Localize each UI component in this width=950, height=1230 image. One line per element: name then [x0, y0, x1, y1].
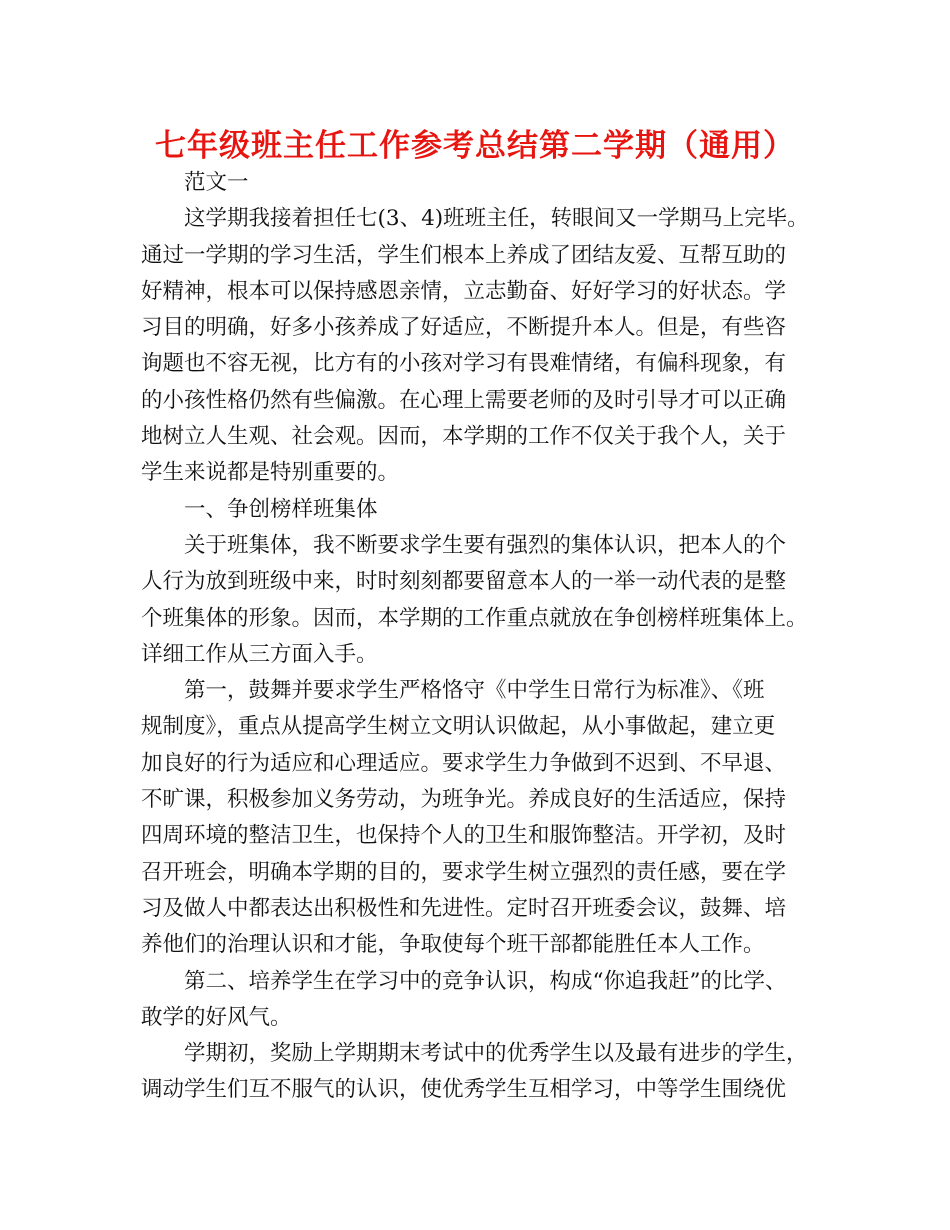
text-line: 习及做人中都表达出积极性和先进性。定时召开班委会议，鼓舞、培 — [141, 895, 787, 921]
text-line: 不旷课，积极参加义务劳动，为班争光。养成良好的生活适应，保持 — [141, 787, 787, 813]
document-title: 七年级班主任工作参考总结第二学期（通用） — [155, 128, 795, 164]
text-line: 召开班会，明确本学期的目的，要求学生树立强烈的责任感，要在学 — [141, 859, 787, 885]
text-line: 第一，鼓舞并要求学生严格恪守《中学生日常行为标准》、《班 — [184, 678, 765, 704]
text-line: 四周环境的整洁卫生，也保持个人的卫生和服饰整洁。开学初，及时 — [141, 823, 787, 849]
text-line: 范文一 — [184, 170, 249, 195]
text-line: 加良好的行为适应和心理适应。要求学生力争做到不迟到、不早退、 — [141, 750, 787, 776]
text-line: 规制度》，重点从提高学生树立文明认识做起，从小事做起，建立更 — [141, 714, 776, 740]
text-line: 通过一学期的学习生活，学生们根本上养成了团结友爱、互帮互助的 — [141, 242, 787, 268]
text-line: 关于班集体，我不断要求学生要有强烈的集体认识，把本人的个 — [184, 532, 787, 558]
document-body — [141, 165, 831, 1109]
text-line: 详细工作从三方面入手。 — [141, 641, 378, 667]
text-line: 调动学生们互不服气的认识，使优秀学生互相学习，中等学生围绕优 — [141, 1077, 787, 1103]
text-line: 这学期我接着担任七(3、4)班班主任，转眼间又一学期马上完毕。 — [184, 206, 809, 232]
text-line: 学期初，奖励上学期期末考试中的优秀学生以及最有进步的学生， — [184, 1041, 808, 1067]
text-line: 一、争创榜样班集体 — [184, 496, 378, 522]
text-line: 人行为放到班级中来，时时刻刻都要留意本人的一举一动代表的是整 — [141, 569, 787, 595]
text-line: 养他们的治理认识和才能，争取使每个班干部都能胜任本人工作。 — [141, 932, 765, 958]
text-line: 个班集体的形象。因而，本学期的工作重点就放在争创榜样班集体上。 — [141, 605, 808, 631]
text-line: 地树立人生观、社会观。因而，本学期的工作不仅关于我个人，关于 — [141, 424, 787, 450]
text-line: 询题也不容无视，比方有的小孩对学习有畏难情绪，有偏科现象，有 — [141, 351, 787, 377]
text-line: 第二、培养学生在学习中的竞争认识，构成“你追我赶”的比学、 — [184, 968, 787, 994]
text-line: 敢学的好风气。 — [141, 1004, 292, 1030]
text-line: 的小孩性格仍然有些偏激。在心理上需要老师的及时引导才可以正确 — [141, 387, 787, 413]
text-line: 学生来说都是特别重要的。 — [141, 460, 400, 486]
text-line: 习目的明确，好多小孩养成了好适应，不断提升本人。但是，有些咨 — [141, 315, 787, 341]
text-line: 好精神，根本可以保持感恩亲情，立志勤奋、好好学习的好状态。学 — [141, 278, 787, 304]
